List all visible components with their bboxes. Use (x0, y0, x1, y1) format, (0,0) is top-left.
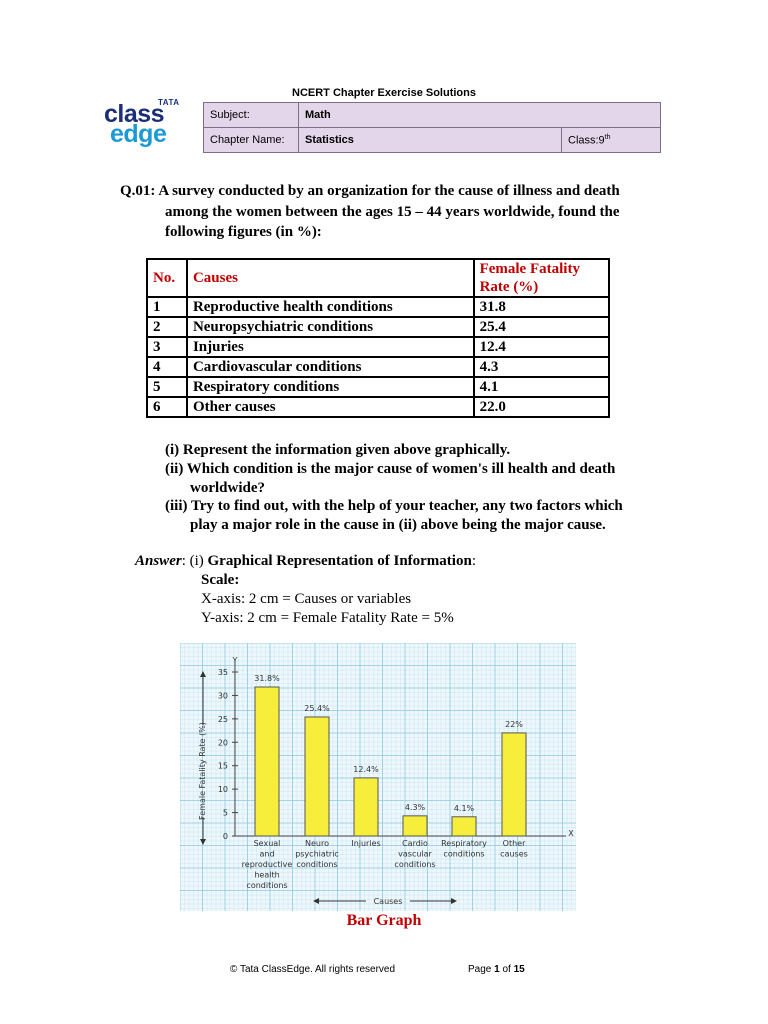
header-rate-line-1: Female Fatality (479, 261, 580, 277)
x-category-label: conditions (443, 849, 485, 859)
row-cause: Neuropsychiatric conditions (187, 317, 474, 337)
bar (354, 778, 378, 836)
x-category-label: psychiatric (295, 849, 339, 859)
logo-edge-text: edge (110, 120, 167, 148)
chapter-label: Chapter Name: (204, 128, 299, 153)
document-title: NCERT Chapter Exercise Solutions (292, 87, 476, 99)
sub-question-2-line-2: worldwide? (190, 480, 265, 496)
class-label: Class:9 (568, 134, 605, 147)
table-header-row (147, 259, 609, 297)
table-row (147, 337, 609, 357)
x-category-label: Cardio (402, 839, 428, 848)
y-axis-label: Female Fatality Rate (%) (198, 722, 207, 820)
scale-heading: Scale: (201, 572, 240, 588)
x-category-label: Respiratory (441, 839, 487, 848)
y-axis-letter: Y (232, 656, 238, 665)
header-rate-line-2: Rate (%) (479, 279, 539, 295)
x-category-label: reproductive (241, 860, 293, 869)
table-row (147, 377, 609, 397)
question-line-1: Q.01: A survey conducted by an organization for the cause of illness and death (120, 183, 620, 199)
y-tick-label: 10 (217, 785, 228, 795)
x-category-label: Sexual (253, 839, 281, 848)
bar (452, 817, 476, 836)
row-rate: 25.4 (474, 317, 609, 337)
row-cause: Reproductive health conditions (187, 297, 474, 317)
y-tick-label: 0 (222, 832, 228, 841)
question-line-2: among the women between the ages 15 – 44 years worldwide, found the (165, 204, 620, 220)
x-axis-scale: X-axis: 2 cm = Causes or variables (201, 591, 412, 607)
row-no: 3 (147, 337, 187, 357)
bar-data-label: 25.4% (304, 703, 330, 713)
bar-data-label: 12.4% (353, 764, 379, 774)
header-rate (474, 259, 609, 297)
header-info-table (203, 102, 661, 153)
chapter-row (204, 128, 661, 153)
bar-data-label: 22% (505, 719, 523, 729)
row-rate: 4.3 (474, 357, 609, 377)
bar (403, 816, 427, 836)
x-category-label: conditions (296, 860, 338, 869)
sub-question-3-line-1: (iii) Try to find out, with the help of your teacher, any two factors which (165, 498, 623, 514)
sub-question-1: (i) Represent the information given above graphically. (165, 442, 511, 458)
x-category-label: Injuries (351, 839, 381, 848)
x-category-label: vascular (398, 849, 432, 859)
y-tick-label: 25 (217, 714, 228, 724)
class-superscript: th (604, 133, 611, 141)
x-axis-label: Causes (373, 897, 403, 906)
bar (255, 687, 279, 836)
row-cause: Injuries (187, 337, 474, 357)
header-causes: Causes (187, 259, 474, 297)
x-category-label: conditions (246, 881, 288, 890)
page-prefix: Page (468, 964, 495, 975)
row-cause: Other causes (187, 397, 474, 417)
row-no: 1 (147, 297, 187, 317)
x-category-label: Neuro (305, 839, 329, 848)
row-no: 6 (147, 397, 187, 417)
page-num: 1 (494, 964, 500, 975)
footer-page-number (468, 964, 525, 975)
page-of: of (499, 964, 514, 975)
class-cell (562, 128, 661, 153)
answer-heading (135, 553, 476, 570)
chapter-value: Statistics (299, 128, 562, 153)
y-tick-label: 30 (217, 691, 228, 701)
row-cause: Respiratory conditions (187, 377, 474, 397)
bar-chart (180, 643, 576, 911)
bar-data-label: 4.3% (404, 802, 426, 812)
row-no: 2 (147, 317, 187, 337)
bar (305, 717, 329, 836)
bar (502, 733, 526, 836)
logo-tata-text: TATA (158, 98, 180, 107)
y-tick-label: 15 (217, 761, 228, 771)
table-row (147, 317, 609, 337)
row-rate: 4.1 (474, 377, 609, 397)
x-category-label: health (254, 870, 280, 880)
question-line-3: following figures (in %): (165, 224, 322, 240)
bar-data-label: 31.8% (254, 673, 280, 683)
page-total: 15 (513, 964, 525, 975)
classedge-logo (104, 98, 184, 150)
row-rate: 12.4 (474, 337, 609, 357)
answer-colon: : (471, 553, 476, 569)
fatality-table (146, 258, 610, 418)
chart-caption: Bar Graph (346, 912, 422, 929)
row-no: 4 (147, 357, 187, 377)
bar-data-label: 4.1% (453, 803, 475, 813)
sub-question-3-line-2: play a major role in the cause in (ii) above being the major cause. (190, 517, 606, 533)
x-category-label: conditions (394, 860, 436, 869)
row-rate: 31.8 (474, 297, 609, 317)
answer-label: Answer (135, 553, 182, 569)
y-tick-label: 20 (217, 738, 228, 748)
x-category-label: and (259, 849, 275, 859)
y-axis-scale: Y-axis: 2 cm = Female Fatality Rate = 5% (201, 610, 454, 626)
x-axis-letter: X (568, 829, 574, 838)
x-category-label: causes (500, 849, 528, 859)
subject-label: Subject: (204, 103, 299, 128)
row-no: 5 (147, 377, 187, 397)
subject-row (204, 103, 661, 128)
y-tick-label: 35 (217, 668, 228, 677)
header-no: No. (147, 259, 187, 297)
answer-part: : (i) (181, 553, 208, 569)
y-tick-label: 5 (222, 808, 228, 818)
logo-class-text: class (104, 100, 165, 128)
x-category-label: Other (502, 839, 526, 848)
footer-copyright: © Tata ClassEdge. All rights reserved (230, 964, 396, 975)
row-cause: Cardiovascular conditions (187, 357, 474, 377)
sub-question-2-line-1: (ii) Which condition is the major cause of women's ill health and death (165, 461, 616, 477)
table-row (147, 297, 609, 317)
table-row (147, 357, 609, 377)
table-row (147, 397, 609, 417)
answer-title: Graphical Representation of Information (207, 553, 472, 569)
row-rate: 22.0 (474, 397, 609, 417)
subject-value: Math (299, 103, 661, 128)
bar-chart-svg (180, 643, 576, 911)
